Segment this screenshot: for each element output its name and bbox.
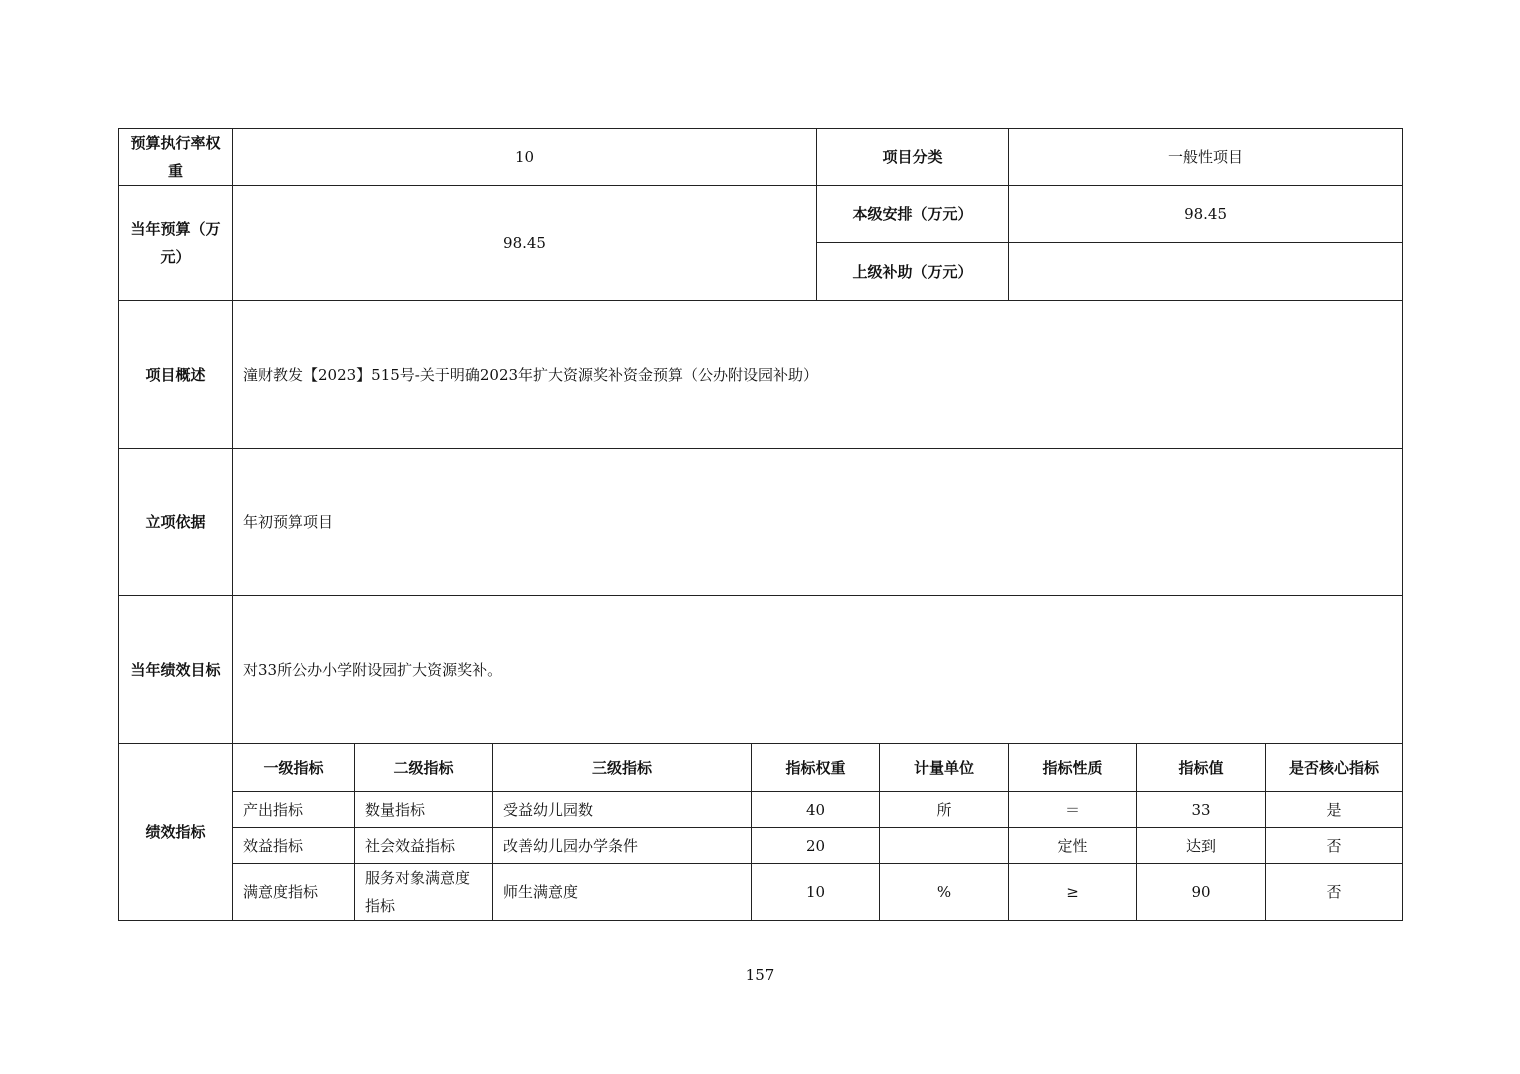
header-value: 指标值 [1137, 744, 1266, 792]
indicator-header-row [119, 744, 1403, 792]
weight-value: 10 [233, 129, 817, 186]
local-arrangement-value: 98.45 [1009, 186, 1403, 243]
indicator-cell: ＝ [1009, 792, 1137, 828]
goal-label: 当年绩效目标 [119, 596, 233, 744]
category-value: 一般性项目 [1009, 129, 1403, 186]
indicator-row [119, 864, 1403, 921]
goal-value: 对33所公办小学附设园扩大资源奖补。 [233, 596, 1403, 744]
indicator-cell: 40 [752, 792, 880, 828]
indicator-cell: 产出指标 [233, 792, 355, 828]
table-row [119, 186, 1403, 243]
indicator-cell: 改善幼儿园办学条件 [493, 828, 752, 864]
table-row [119, 449, 1403, 596]
budget-label: 当年预算（万元） [119, 186, 233, 301]
overview-label: 项目概述 [119, 301, 233, 449]
indicator-cell: 否 [1266, 828, 1403, 864]
basis-value: 年初预算项目 [233, 449, 1403, 596]
indicator-cell: 否 [1266, 864, 1403, 921]
indicator-cell: 90 [1137, 864, 1266, 921]
local-arrangement-label: 本级安排（万元） [817, 186, 1009, 243]
indicator-cell: 33 [1137, 792, 1266, 828]
indicator-cell [880, 828, 1009, 864]
header-unit: 计量单位 [880, 744, 1009, 792]
page-number: 157 [745, 966, 775, 984]
upper-subsidy-value [1009, 243, 1403, 301]
indicator-cell: 10 [752, 864, 880, 921]
indicator-cell: 社会效益指标 [355, 828, 493, 864]
indicator-cell: 效益指标 [233, 828, 355, 864]
indicator-row [119, 792, 1403, 828]
upper-subsidy-label: 上级补助（万元） [817, 243, 1009, 301]
indicator-cell: 满意度指标 [233, 864, 355, 921]
indicator-cell: 定性 [1009, 828, 1137, 864]
indicator-cell: % [880, 864, 1009, 921]
header-weight: 指标权重 [752, 744, 880, 792]
weight-label: 预算执行率权重 [119, 129, 233, 186]
project-performance-table [118, 128, 1403, 921]
overview-value: 潼财教发【2023】515号-关于明确2023年扩大资源奖补资金预算（公办附设园补助） [233, 301, 1403, 449]
table-row [119, 129, 1403, 186]
indicator-cell: 师生满意度 [493, 864, 752, 921]
indicator-row [119, 828, 1403, 864]
table-row [119, 301, 1403, 449]
indicator-cell: 服务对象满意度指标 [355, 864, 493, 921]
header-nature: 指标性质 [1009, 744, 1137, 792]
header-level2: 二级指标 [355, 744, 493, 792]
indicator-cell: 达到 [1137, 828, 1266, 864]
indicator-cell: ≥ [1009, 864, 1137, 921]
indicator-cell: 受益幼儿园数 [493, 792, 752, 828]
indicator-cell: 是 [1266, 792, 1403, 828]
indicator-label: 绩效指标 [119, 744, 233, 921]
category-label: 项目分类 [817, 129, 1009, 186]
budget-value: 98.45 [233, 186, 817, 301]
table-row [119, 596, 1403, 744]
indicator-cell: 所 [880, 792, 1009, 828]
header-level3: 三级指标 [493, 744, 752, 792]
indicator-cell: 数量指标 [355, 792, 493, 828]
indicator-cell: 20 [752, 828, 880, 864]
basis-label: 立项依据 [119, 449, 233, 596]
header-core: 是否核心指标 [1266, 744, 1403, 792]
header-level1: 一级指标 [233, 744, 355, 792]
